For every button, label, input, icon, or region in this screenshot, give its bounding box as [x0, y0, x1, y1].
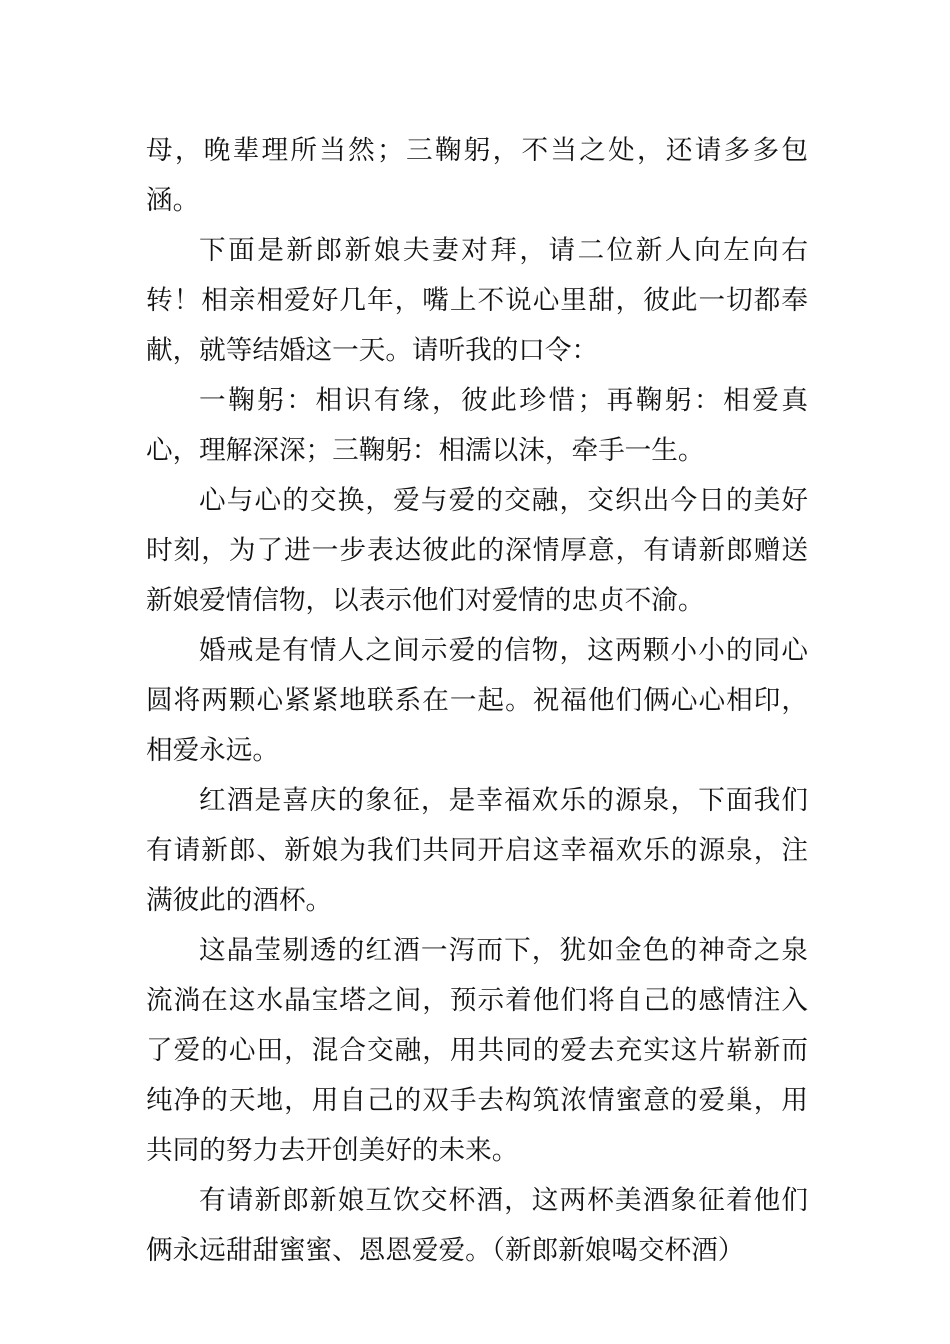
document-body	[146, 126, 808, 1276]
paragraph-bow-instructions: 下面是新郎新娘夫妻对拜，请二位新人向左向右转！相亲相爱好几年，嘴上不说心里甜，彼此一切都奉献，就等结婚这一天。请听我的口令：	[146, 235, 808, 366]
paragraph-cross-cup-wine: 有请新郎新娘互饮交杯酒，这两杯美酒象征着他们俩永远甜甜蜜蜜、恩恩爱爱。（新郎新娘喝交杯酒）	[146, 1185, 808, 1266]
paragraph-continuation: 母，晚辈理所当然；三鞠躬，不当之处，还请多多包涵。	[146, 135, 808, 216]
paragraph-love-token: 心与心的交换，爱与爱的交融，交织出今日的美好时刻，为了进一步表达彼此的深情厚意，有请新郎赠送新娘爱情信物，以表示他们对爱情的忠贞不渝。	[146, 485, 808, 616]
paragraph-champagne-tower: 这晶莹剔透的红酒一泻而下，犹如金色的神奇之泉流淌在这水晶宝塔之间，预示着他们将自己的感情注入了爱的心田，混合交融，用共同的爱去充实这片崭新而纯净的天地，用自己的双手去构筑浓情蜜意的爱巢，用共同的努力去开创美好的未来。	[146, 935, 808, 1166]
paragraph-red-wine: 红酒是喜庆的象征，是幸福欢乐的源泉，下面我们有请新郎、新娘为我们共同开启这幸福欢乐的源泉，注满彼此的酒杯。	[146, 785, 808, 916]
paragraph-bow-commands: 一鞠躬：相识有缘，彼此珍惜；再鞠躬：相爱真心，理解深深；三鞠躬：相濡以沫，牵手一生。	[146, 385, 808, 466]
paragraph-wedding-rings: 婚戒是有情人之间示爱的信物，这两颗小小的同心圆将两颗心紧紧地联系在一起。祝福他们俩心心相印，相爱永远。	[146, 635, 808, 766]
